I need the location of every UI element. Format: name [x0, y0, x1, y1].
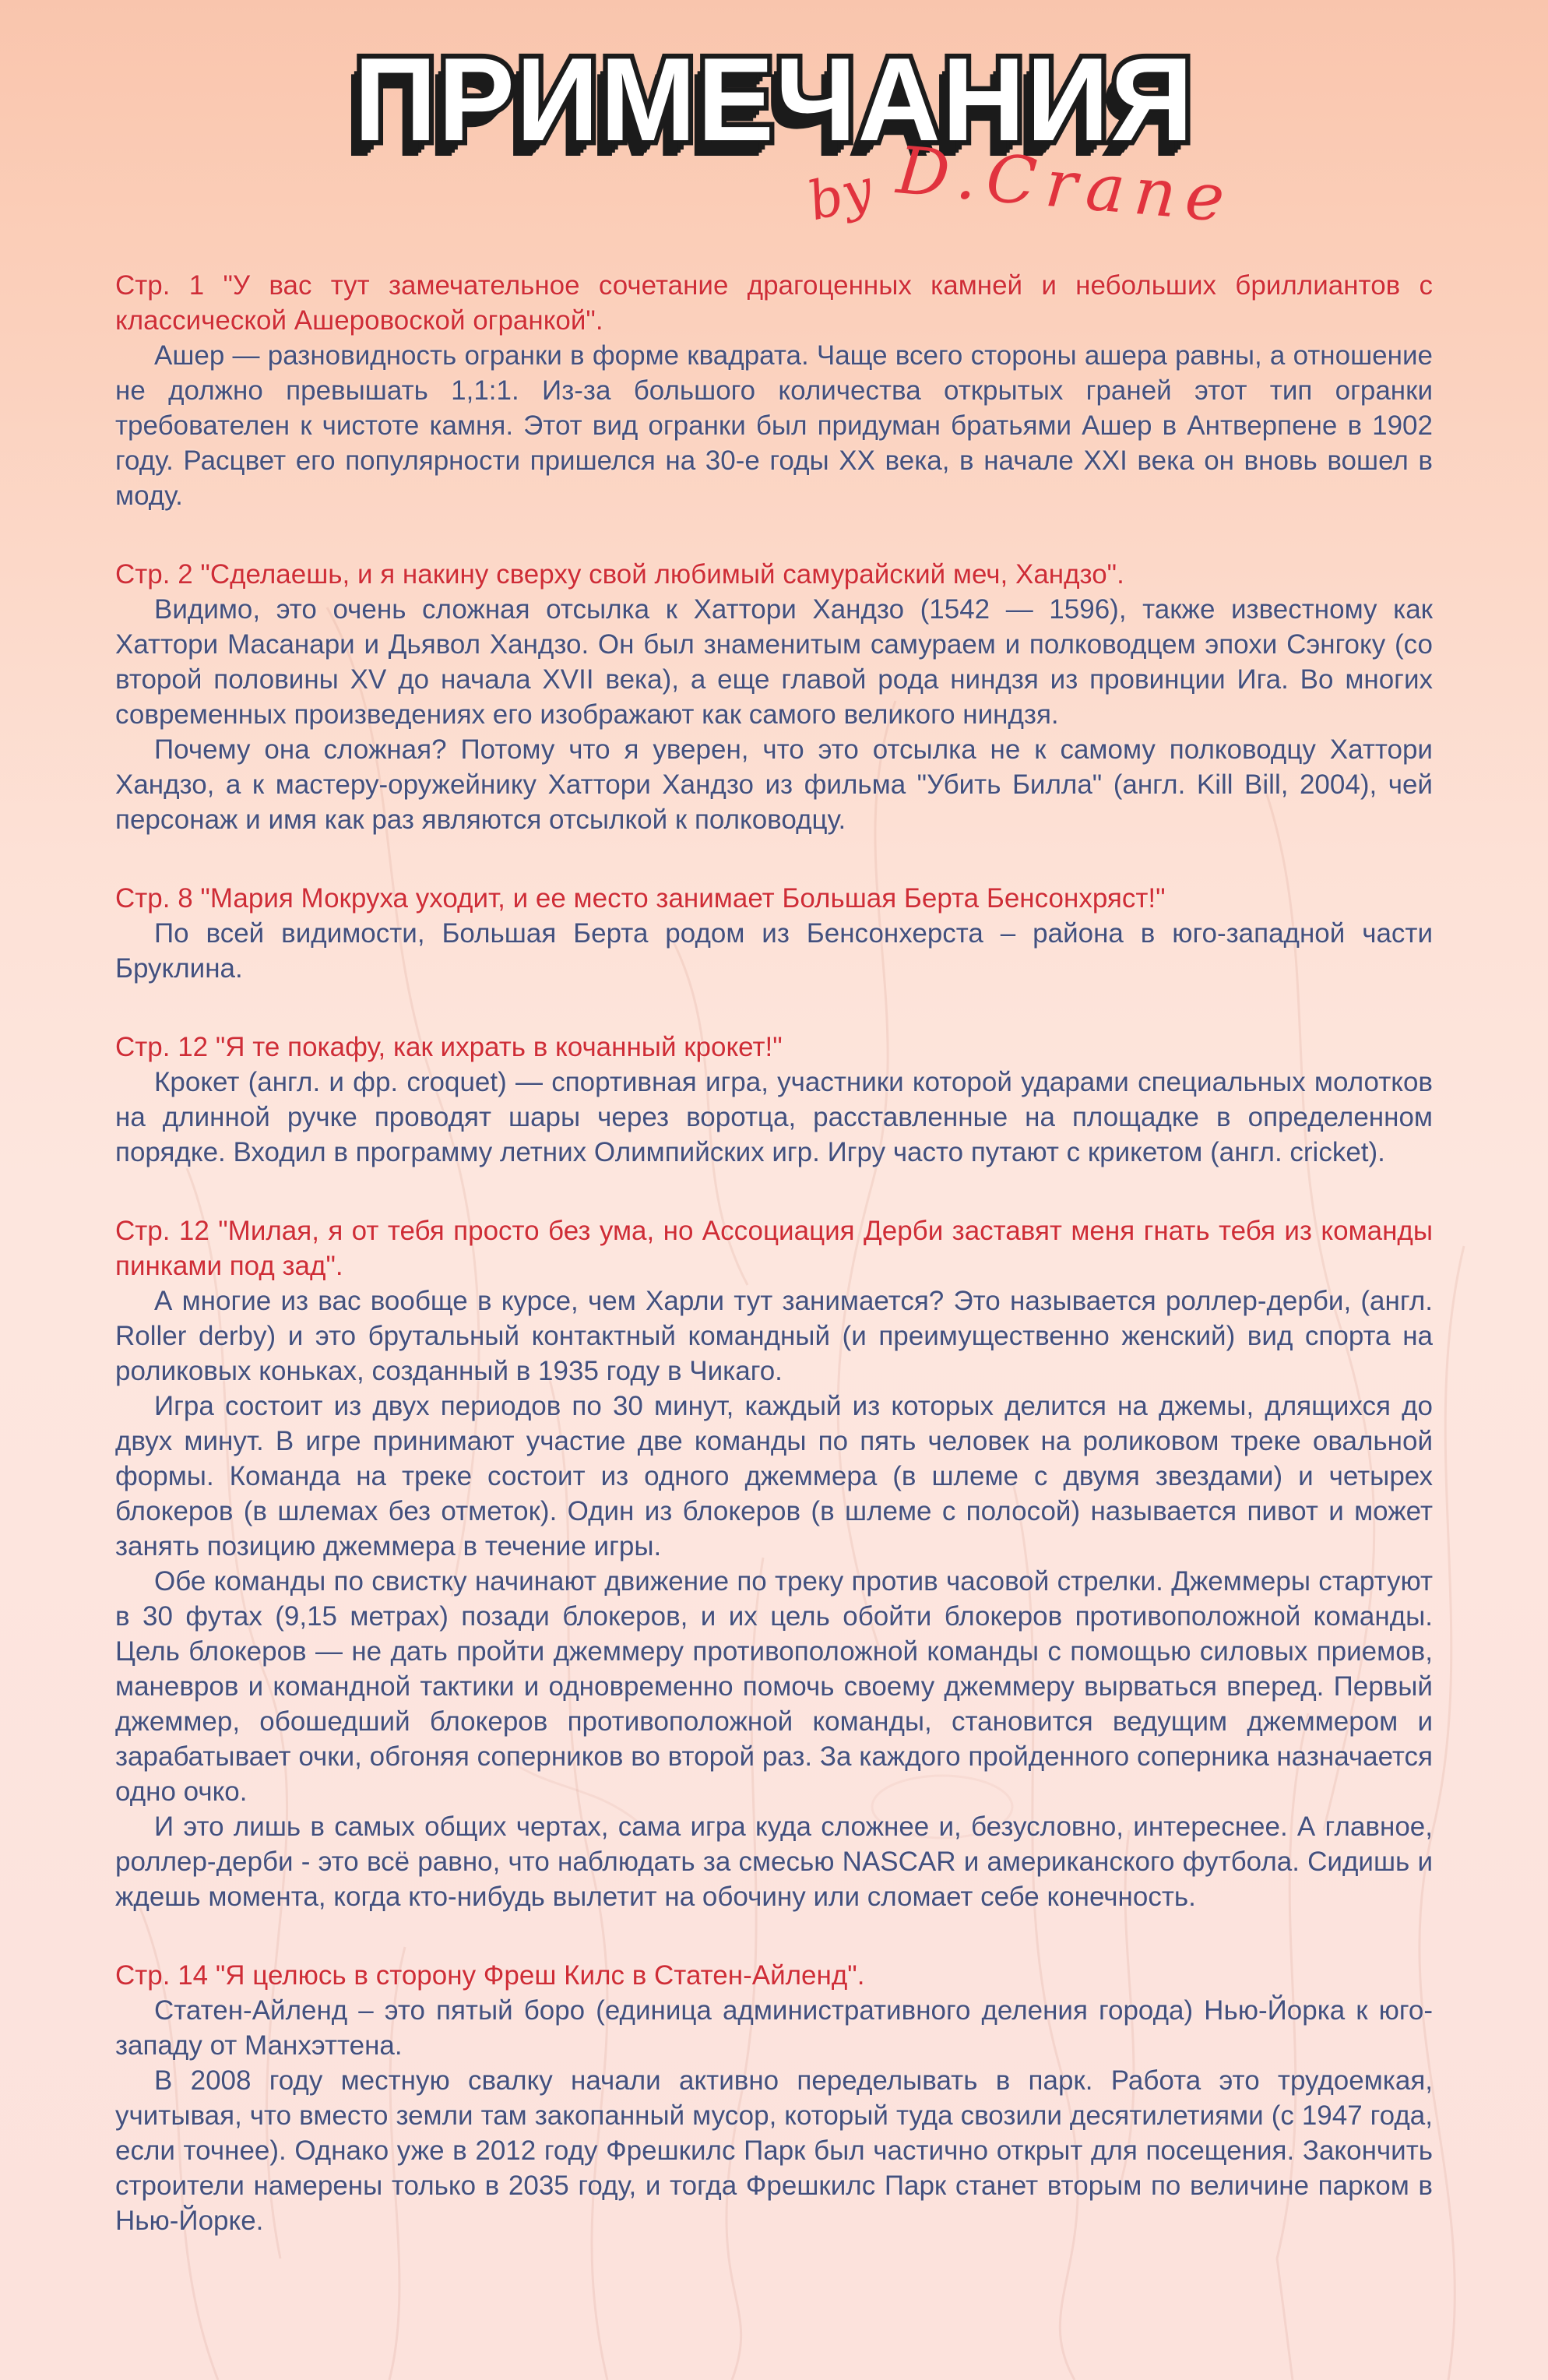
notes-list [115, 268, 1433, 2238]
signature-by-word: by [801, 157, 879, 234]
note-section [115, 1030, 1433, 1170]
note-section [115, 268, 1433, 513]
note-paragraph: Статен-Айленд – это пятый боро (единица административного деления города) Нью-Йорка к юго-западу от Манхэттена. [115, 1995, 1433, 2061]
note-paragraph: Ашер — разновидность огранки в форме квадрата. Чаще всего стороны ашера равны, а отношение не должно превышать 1,1:1. Из-за большого количества открытых граней этот тип огранки требователен к чистоте камня. Этот вид огранки был придуман братьями Ашер в Антверпене в 1902 году. Расцвет его популярности пришелся на 30-е годы XX века, в начале XXI века он вновь вошел в моду. [115, 340, 1433, 511]
note-paragraph: В 2008 году местную свалку начали активно переделывать в парк. Работа это трудоемкая, учитывая, что вместо земли там закопанный мусор, который туда свозили десятилетиями (с 1947 года, если точнее). Однако уже в 2012 году Фрешкилс Парк был частично открыт для посещения. Закончить строители намерены только в 2035 году, и тогда Фрешкилс Парк станет вторым по величине парком в Нью-Йорке. [115, 2065, 1433, 2236]
note-header: Стр. 14 "Я целюсь в сторону Фреш Килс в Статен-Айленд". [115, 1960, 865, 1991]
note-paragraph: И это лишь в самых общих чертах, сама игра куда сложнее и, безусловно, интереснее. А главное, роллер-дерби - это всё равно, что наблюдать за смесью NASCAR и американского футбола. Сидишь и ждешь момента, когда кто-нибудь вылетит на обочину или сломает себе конечность. [115, 1811, 1433, 1912]
note-header: Стр. 8 "Мария Мокруха уходит, и ее место занимает Большая Берта Бенсонхряст!" [115, 883, 1166, 914]
note-header: Стр. 12 "Милая, я от тебя просто без ума, но Ассоциация Дерби заставят меня гнать тебя из команды пинками под зад". [115, 1216, 1433, 1281]
note-paragraph: Игра состоит из двух периодов по 30 минут, каждый из которых делится на джемы, длящихся до двух минут. В игре принимают участие две команды по пять человек на роликовом треке овальной формы. Команда на треке состоит из одного джеммера (в шлеме с двумя звездами) и четырех блокеров (в шлемах без отметок). Один из блокеров (в шлеме с полосой) называется пивот и может занять позицию джеммера в течение игры. [115, 1391, 1433, 1561]
page-title: ПРИМЕЧАНИЯ [354, 33, 1194, 166]
note-paragraph: А многие из вас вообще в курсе, чем Харли тут занимается? Это называется роллер-дерби, (англ. Roller derby) и это брутальный контактный командный (и преимущественно женский) вид спорта на роликовых коньках, созданный в 1935 году в Чикаго. [115, 1286, 1433, 1386]
note-paragraph: Обе команды по свистку начинают движение по треку против часовой стрелки. Джеммеры стартуют в 30 футах (9,15 метрах) позади блокеров, и их цель обойти блокеров противоположной команды. Цель блокеров — не дать пройти джеммеру противоположной команды с помощью силовых приемов, маневров и командной тактики и одновременно помочь своему джеммеру вырваться вперед. Первый джеммер, обошедший блокеров противоположной команды, становится ведущим джеммером и зарабатывает очки, обгоняя соперников во второй раз. За каждого пройденного соперника назначается одно очко. [115, 1566, 1433, 1807]
signature-author-name: D.Crane [893, 132, 1237, 238]
note-section [115, 881, 1433, 986]
note-paragraph: Видимо, это очень сложная отсылка к Хаттори Хандзо (1542 — 1596), также известному как Хаттори Масанари и Дьявол Хандзо. Он был знаменитым самураем и полководцем эпохи Сэнгоку (со второй половины XV до начала XVII века), а еще главой рода ниндзя из провинции Ига. Во многих современных произведениях его изображают как самого великого ниндзя. [115, 594, 1433, 730]
note-paragraph: Почему она сложная? Потому что я уверен, что это отсылка не к самому полководцу Хаттори Хандзо, а к мастеру-оружейнику Хаттори Хандзо из фильма "Убить Билла" (англ. Kill Bill, 2004), чей персонаж и имя как раз являются отсылкой к полководцу. [115, 734, 1433, 835]
note-header: Стр. 1 "У вас тут замечательное сочетание драгоценных камней и небольших бриллиантов с классической Ашеровоской огранкой". [115, 270, 1433, 336]
note-section [115, 557, 1433, 837]
note-header: Стр. 12 "Я те покафу, как ихрать в кочанный крокет!" [115, 1032, 783, 1062]
note-paragraph: По всей видимости, Большая Берта родом из Бенсонхерста – района в юго-западной части Бруклина. [115, 918, 1433, 984]
note-header: Стр. 2 "Сделаешь, и я накину сверху свой любимый самурайский меч, Хандзо". [115, 559, 1124, 590]
note-paragraph: Крокет (англ. и фр. croquet) — спортивная игра, участники которой ударами специальных молотков на длинной ручке проводят шары через воротца, расставленные на площадке в определенном порядке. Входил в программу летних Олимпийских игр. Игру часто путают с крикетом (англ. cricket). [115, 1067, 1433, 1167]
note-section [115, 1958, 1433, 2238]
note-section [115, 1213, 1433, 1914]
